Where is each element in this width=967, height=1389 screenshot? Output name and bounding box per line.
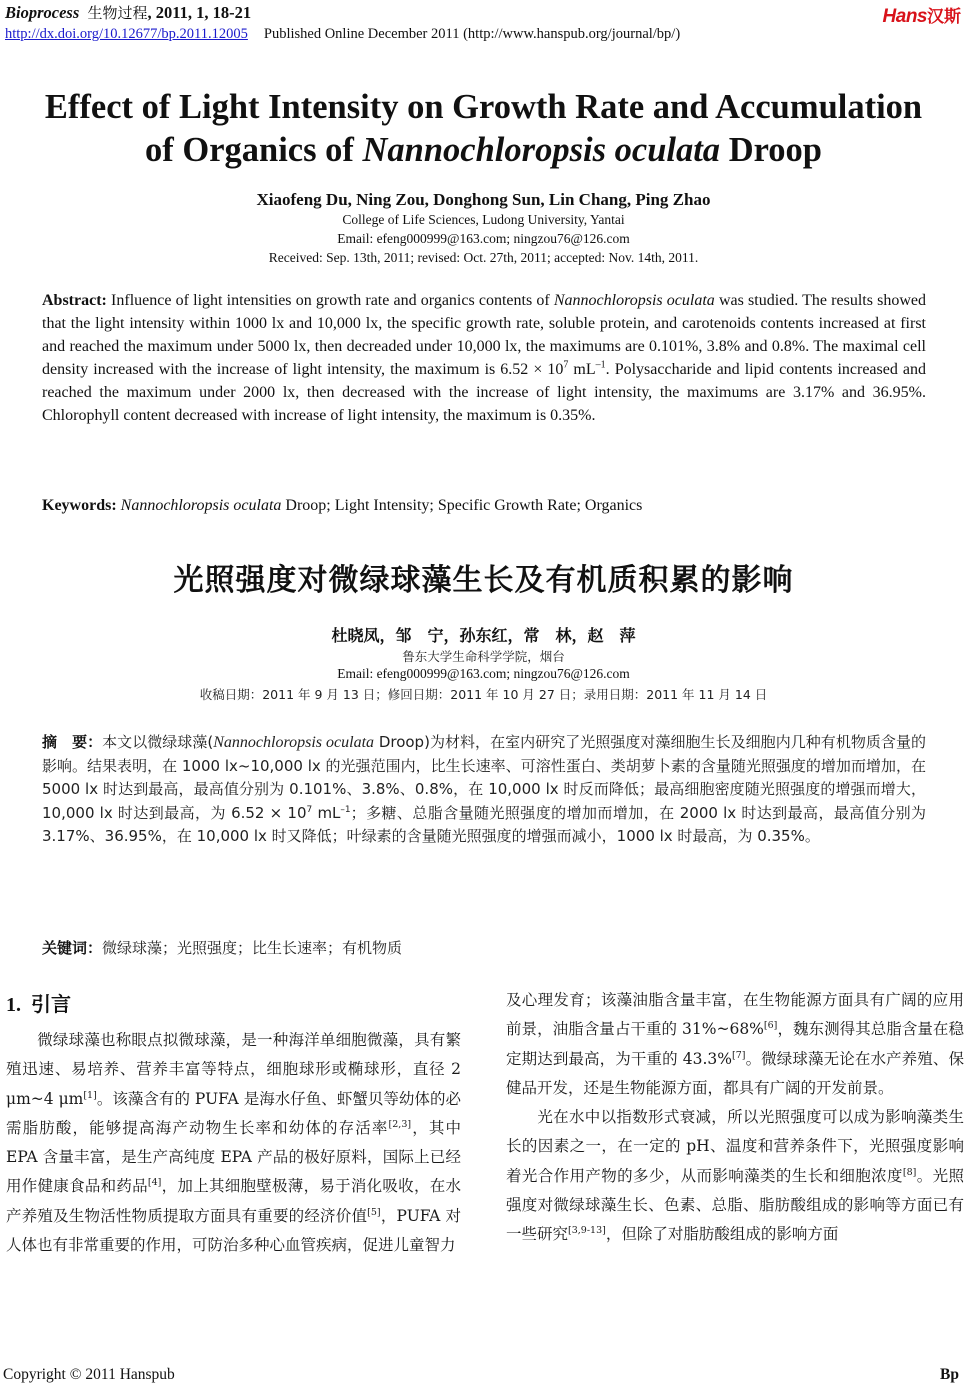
abstract-species: Nannochloropsis oculata: [553, 292, 715, 309]
title-part: Droop: [720, 131, 822, 169]
journal-name: Bioprocess: [5, 3, 80, 22]
title-species: Nannochloropsis oculata: [362, 131, 721, 169]
body-text: ，PUFA 对人体也有非常重要的作用，可防治多种心血管疾病，促进儿童智力: [6, 1206, 461, 1255]
title-line-1: Effect of Light Intensity on Growth Rate and Accumulation: [44, 88, 923, 126]
keywords-text: Droop; Light Intensity; Specific Growth Rate; Organics: [281, 497, 643, 514]
citation-ref[interactable]: [6]: [763, 1020, 778, 1032]
abstract-text: Influence of light intensities on growth rate and organics contents of: [106, 292, 554, 309]
citation-ref[interactable]: [1]: [83, 1089, 97, 1101]
journal-name-cn: 生物过程: [87, 4, 148, 22]
body-text: 光在水中以指数形式衰减，所以光照强度可以成为影响藻类生长的因素之一，在一定的 pH、温度和营养条件下，光照强度影响着光合作用产物的多少，从而影响藻类的生长和细胞浓度: [506, 1108, 964, 1185]
body-column-right: [506, 986, 964, 1250]
journal-abbr: Bp: [940, 1366, 959, 1383]
authors: Xiaofeng Du, Ning Zou, Donghong Sun, Lin Chang, Ping Zhao: [256, 190, 711, 209]
keywords: [42, 497, 642, 515]
citation-ref[interactable]: [8]: [902, 1166, 917, 1178]
cn-authors: 杜晓凤，邹 宁，孙东红，常 林，赵 萍: [331, 626, 636, 645]
paper-title: [0, 86, 967, 172]
cn-abstract-sup: 7: [306, 804, 313, 815]
cn-abstract-text: Droop)为材料，在室内研究了光照强度对藻细胞生长及细胞内几种有机物质含量的影响。结果表明，在 1000 lx~10,000 lx 的光强范围内，比生长速率、可溶性蛋白、类胡萝卜素的含量随光照强度的增加而增加，在 5000 lx 时达到最高，最高值分别为 0.101%、3.8%、0.8%，在 10,000 lx 时反而降低；最高细胞密度随光照强度的增强而增大，10,000 lx 时达到最高，为 6.52 × 10: [42, 733, 927, 822]
abstract: [42, 289, 926, 427]
received-dates: Received: Sep. 13th, 2011; revised: Oct. 27th, 2011; accepted: Nov. 14th, 2011.: [268, 250, 699, 265]
keywords-species: Nannochloropsis oculata: [120, 497, 282, 514]
title-part: of Organics of: [145, 131, 363, 169]
body-column-left: [6, 1026, 461, 1260]
cn-abstract-text: ；多糖、总脂含量随光照强度的增加而增加，在 2000 lx 时达到最高，最高值分别为 3.17%、36.95%，在 10,000 lx 时又降低；叶绿素的含量随光照强度的增强而减小，1000 lx 时最高，为 0.35%。: [42, 803, 926, 845]
title-line-2: [0, 129, 967, 172]
abstract-text: mL: [568, 361, 596, 378]
abstract-sup: –1: [595, 359, 606, 371]
doi-line: [5, 26, 680, 43]
section-number: 1.: [6, 994, 21, 1016]
cn-abstract-species: Nannochloropsis oculata: [213, 734, 375, 751]
affiliation: College of Life Sciences, Ludong University, Yantai: [342, 212, 625, 227]
doi-link[interactable]: http://dx.doi.org/10.12677/bp.2011.12005: [5, 26, 248, 42]
body-text: 微绿球藻也称眼点拟微球藻，是一种海洋单细胞微藻，具有繁殖迅速、易培养、营养丰富等特点，细胞球形或椭球形，直径 2 μm~4 μm: [6, 1031, 461, 1108]
cn-keywords-label: 关键词：: [42, 939, 103, 957]
body-text: 。光照强度对微绿球藻生长、色素、总脂、脂肪酸组成的影响等方面已有一些研究: [506, 1166, 964, 1244]
hans-logo: [883, 2, 961, 28]
abstract-text: . Polysaccharide and lipid contents increased and reached the maximum under 2000 lx, then decreased with the increase of light intensity, the maximums are 3.17% and 36.95%. Chlorophyll content decreased with increase of light intensity, the maximum is 0.35%.: [42, 361, 927, 424]
abstract-label: Abstract:: [42, 292, 107, 309]
body-text: ，魏东测得其总脂含量在稳定期达到最高，为干重的 43.3%: [506, 1020, 964, 1068]
published-online: Published Online December 2011 (http://www.hanspub.org/journal/bp/): [263, 26, 681, 42]
citation-ref[interactable]: [7]: [731, 1049, 746, 1061]
section-heading: [6, 988, 71, 1017]
body-text: ，其中 EPA 含量丰富，是生产高纯度 EPA 产品的极好原料，国际上已经用作健康食品和药品: [6, 1118, 461, 1196]
cn-received-dates: 收稿日期：2011 年 9 月 13 日；修回日期：2011 年 10 月 27 日；录用日期：2011 年 11 月 14 日: [199, 687, 768, 702]
journal-citation: , 2011, 1, 18-21: [147, 3, 252, 22]
abstract-sup: 7: [563, 359, 569, 371]
abstract-text: was studied. The results showed that the light intensity within 1000 lx and 10,000 lx, the specific growth rate, soluble protein, and carotenoids contents increased at first and reached the maximum under 5000 lx, then decreaded under 10,000 lx, the maximums are 0.101%, 3.8% and 0.8%. The maximal cell density increased with the increase of light intensity, the maximum is 6.52 × 10: [42, 292, 927, 378]
citation-ref[interactable]: [2,3]: [388, 1118, 412, 1130]
citation-ref[interactable]: [5]: [367, 1206, 381, 1218]
cn-affiliation: 鲁东大学生命科学学院，烟台: [402, 649, 565, 664]
cn-title: 光照强度对微绿球藻生长及有机质积累的影响: [173, 563, 794, 598]
email: Email: efeng000999@163.com; ningzou76@126.com: [337, 231, 630, 246]
cn-keywords: [42, 937, 402, 958]
cn-abstract-text: 本文以微绿球藻(: [102, 733, 214, 751]
cn-abstract-text: mL: [312, 803, 341, 822]
cn-abstract-sup: –1: [340, 804, 351, 815]
paragraph: [506, 986, 964, 1103]
body-text: 及心理发育；该藻油脂含量丰富，在生物能源方面具有广阔的应用前景，油脂含量占干重的 31%~68%: [506, 991, 964, 1039]
journal-header: [5, 2, 251, 23]
citation-ref[interactable]: [4]: [147, 1177, 162, 1189]
cn-abstract: [42, 731, 926, 849]
body-text: 。该藻含有的 PUFA 是海水仔鱼、虾蟹贝等幼体的必需脂肪酸，能够提高海产动物生长率和幼体的存活率: [6, 1089, 461, 1137]
cn-email: Email: efeng000999@163.com; ningzou76@126.com: [337, 666, 630, 681]
body-text: 。微绿球藻无论在水产养殖、保健品开发，还是生物能源方面，都具有广阔的开发前景。: [506, 1049, 964, 1097]
cn-abstract-label: 摘 要：: [42, 733, 103, 751]
body-text: ，加上其细胞壁极薄，易于消化吸收，在水产养殖及生物活性物质提取方面具有重要的经济价值: [6, 1177, 461, 1225]
section-title: 引言: [31, 992, 71, 1016]
paragraph: [506, 1103, 964, 1249]
keywords-label: Keywords:: [42, 497, 117, 514]
logo-text: Hans: [882, 6, 927, 27]
copyright: Copyright © 2011 Hanspub: [3, 1366, 175, 1383]
citation-ref[interactable]: [3,9-13]: [568, 1225, 606, 1237]
cn-keywords-text: 微绿球藻；光照强度；比生长速率；有机物质: [102, 939, 403, 957]
body-text: ，但除了对脂肪酸组成的影响方面: [605, 1225, 839, 1244]
logo-text-cn: 汉斯: [927, 7, 961, 27]
